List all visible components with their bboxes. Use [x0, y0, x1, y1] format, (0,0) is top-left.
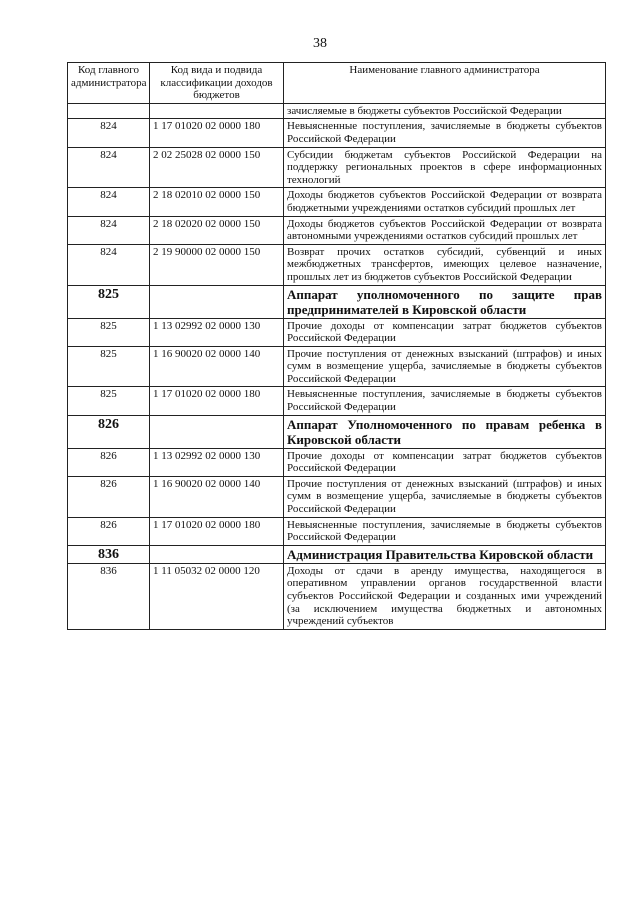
table-row	[68, 563, 606, 629]
revenue-name-cell: Доходы бюджетов субъектов Российской Федерации от возврата бюджетными учреждениями остатков субсидий прошлых лет	[284, 188, 606, 216]
revenue-code-cell: 1 16 90020 02 0000 140	[150, 476, 284, 517]
revenue-name-cell: Доходы от сдачи в аренду имущества, находящегося в оперативном управлении органов государственной власти субъектов Российской Федерации и созданных ими учреждений (за исключением имущества бюджетных и автономных учреждений субъектов	[284, 563, 606, 629]
table-row	[68, 188, 606, 216]
table-row	[68, 476, 606, 517]
admin-code-cell: 826	[68, 448, 150, 476]
admin-code-cell: 824	[68, 244, 150, 285]
admin-code-cell: 826	[68, 476, 150, 517]
admin-code-cell: 824	[68, 119, 150, 147]
table-row	[68, 448, 606, 476]
admin-code-cell: 825	[68, 346, 150, 387]
table-header-row	[68, 63, 606, 104]
header-revenue-code: Код вида и подвида классификации доходов бюджетов	[150, 63, 284, 104]
revenue-code-cell: 1 13 02992 02 0000 130	[150, 448, 284, 476]
admin-code-cell	[68, 103, 150, 119]
admin-section-row	[68, 285, 606, 318]
admin-code-cell: 836	[68, 545, 150, 563]
admin-section-row	[68, 415, 606, 448]
revenue-name-cell: Невыясненные поступления, зачисляемые в бюджеты субъектов Российской Федерации	[284, 517, 606, 545]
revenue-administrators-table	[67, 62, 606, 630]
revenue-name-cell: зачисляемые в бюджеты субъектов Российской Федерации	[284, 103, 606, 119]
revenue-code-cell: 1 17 01020 02 0000 180	[150, 387, 284, 415]
revenue-name-cell: Субсидии бюджетам субъектов Российской Федерации на поддержку региональных проектов в сфере информационных технологий	[284, 147, 606, 188]
admin-section-row	[68, 545, 606, 563]
revenue-code-cell: 2 18 02020 02 0000 150	[150, 216, 284, 244]
revenue-name-cell: Возврат прочих остатков субсидий, субвенций и иных межбюджетных трансфертов, имеющих целевое назначение, прошлых лет из бюджетов субъектов Российской Федерации	[284, 244, 606, 285]
revenue-name-cell: Администрация Правительства Кировской области	[284, 545, 606, 563]
admin-code-cell: 825	[68, 387, 150, 415]
revenue-code-cell: 1 16 90020 02 0000 140	[150, 346, 284, 387]
revenue-code-cell: 1 11 05032 02 0000 120	[150, 563, 284, 629]
revenue-code-cell: 2 19 90000 02 0000 150	[150, 244, 284, 285]
revenue-name-cell: Доходы бюджетов субъектов Российской Федерации от возврата автономными учреждениями остатков субсидий прошлых лет	[284, 216, 606, 244]
page-number: 38	[313, 36, 327, 51]
revenue-code-cell	[150, 415, 284, 448]
table-row	[68, 216, 606, 244]
revenue-code-cell: 1 17 01020 02 0000 180	[150, 119, 284, 147]
header-admin-name: Наименование главного администратора	[284, 63, 606, 104]
revenue-code-cell	[150, 545, 284, 563]
revenue-name-cell: Аппарат Уполномоченного по правам ребенка в Кировской области	[284, 415, 606, 448]
admin-code-cell: 836	[68, 563, 150, 629]
table-row	[68, 318, 606, 346]
admin-code-cell: 825	[68, 318, 150, 346]
revenue-code-cell	[150, 103, 284, 119]
admin-code-cell: 826	[68, 415, 150, 448]
revenue-code-cell: 2 18 02010 02 0000 150	[150, 188, 284, 216]
admin-code-cell: 826	[68, 517, 150, 545]
revenue-code-cell: 1 17 01020 02 0000 180	[150, 517, 284, 545]
table-row	[68, 103, 606, 119]
table-row	[68, 517, 606, 545]
admin-code-cell: 824	[68, 188, 150, 216]
revenue-name-cell: Прочие поступления от денежных взысканий (штрафов) и иных сумм в возмещение ущерба, зачисляемые в бюджеты субъектов Российской Федерации	[284, 476, 606, 517]
revenue-code-cell: 2 02 25028 02 0000 150	[150, 147, 284, 188]
revenue-name-cell: Прочие доходы от компенсации затрат бюджетов субъектов Российской Федерации	[284, 318, 606, 346]
table-row	[68, 119, 606, 147]
table-row	[68, 147, 606, 188]
revenue-code-cell	[150, 285, 284, 318]
table-row	[68, 244, 606, 285]
admin-code-cell: 825	[68, 285, 150, 318]
revenue-name-cell: Невыясненные поступления, зачисляемые в бюджеты субъектов Российской Федерации	[284, 119, 606, 147]
admin-code-cell: 824	[68, 216, 150, 244]
revenue-name-cell: Невыясненные поступления, зачисляемые в бюджеты субъектов Российской Федерации	[284, 387, 606, 415]
table-body	[68, 103, 606, 629]
admin-code-cell: 824	[68, 147, 150, 188]
revenue-name-cell: Прочие поступления от денежных взысканий (штрафов) и иных сумм в возмещение ущерба, зачисляемые в бюджеты субъектов Российской Федерации	[284, 346, 606, 387]
revenue-name-cell: Прочие доходы от компенсации затрат бюджетов субъектов Российской Федерации	[284, 448, 606, 476]
revenue-name-cell: Аппарат уполномоченного по защите прав предпринимателей в Кировской области	[284, 285, 606, 318]
header-admin-code: Код главного администратора	[68, 63, 150, 104]
table-row	[68, 387, 606, 415]
revenue-code-cell: 1 13 02992 02 0000 130	[150, 318, 284, 346]
table-row	[68, 346, 606, 387]
